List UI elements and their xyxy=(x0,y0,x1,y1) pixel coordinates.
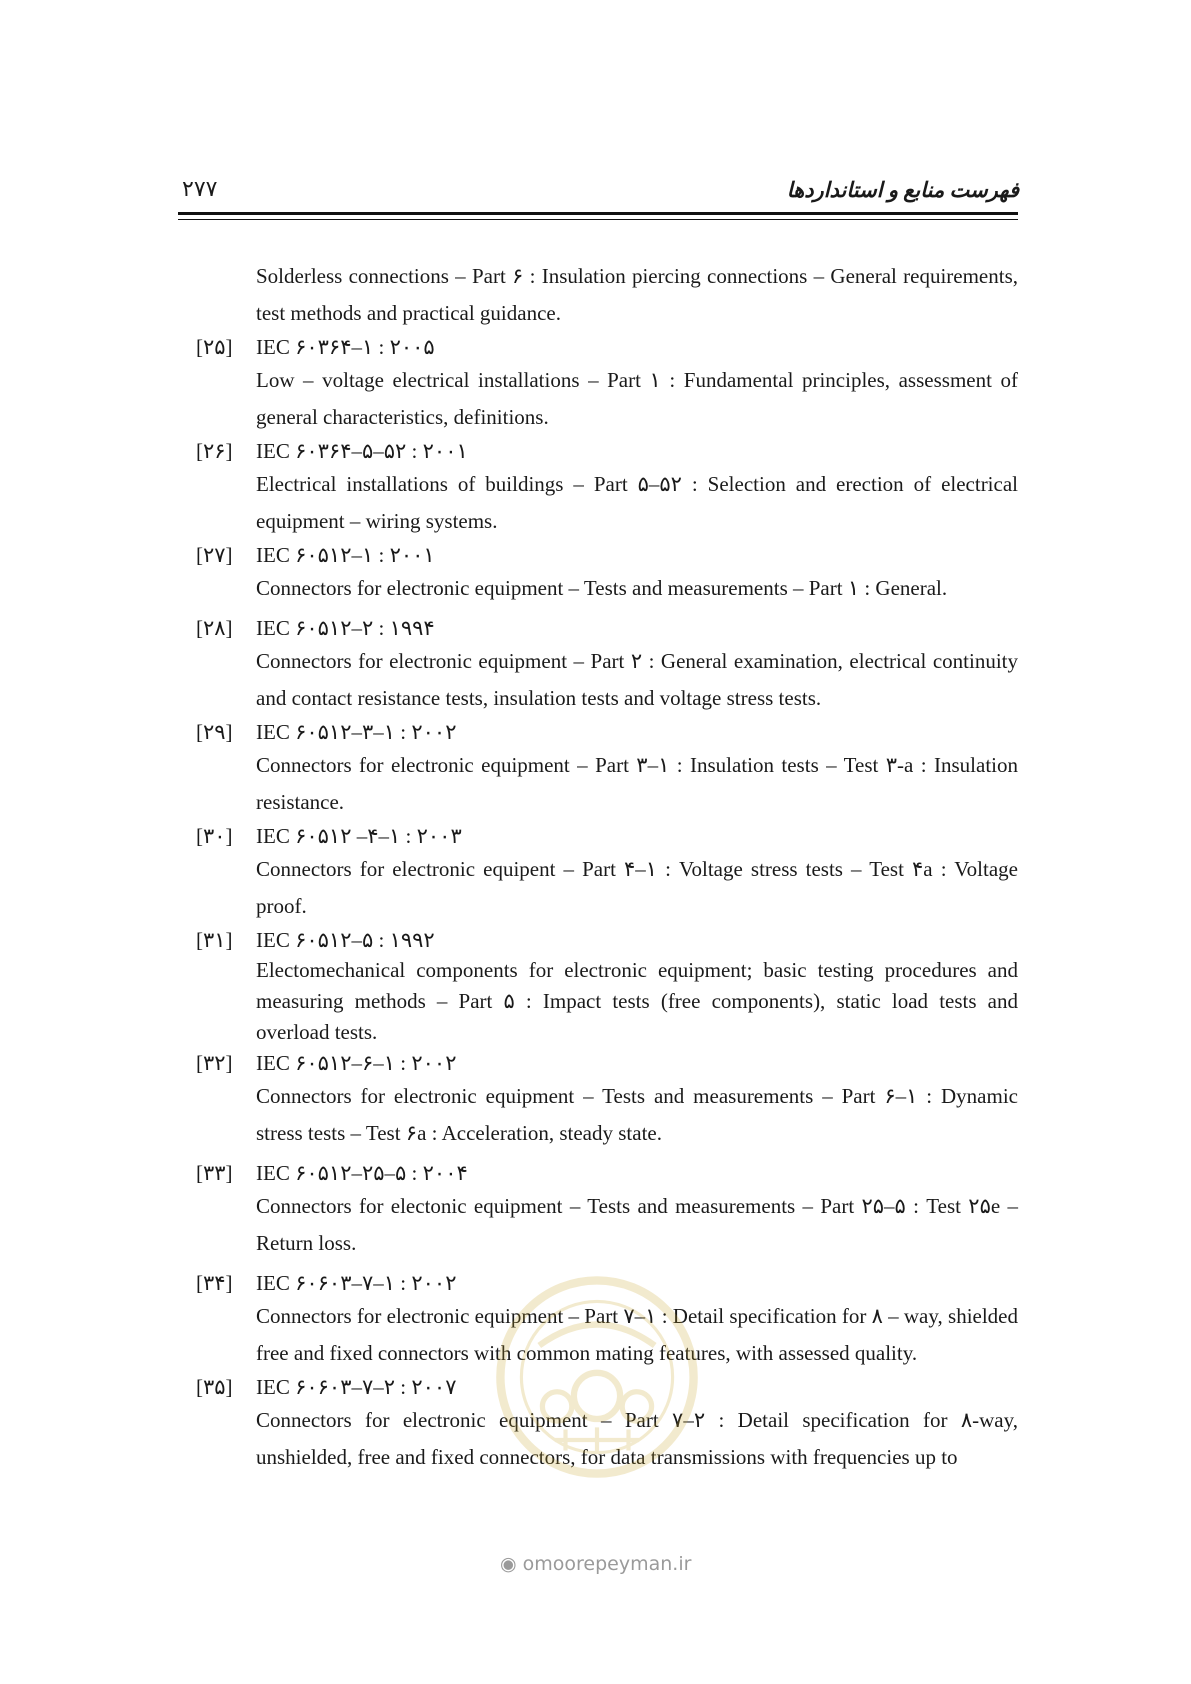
reference-number: [۲۶] xyxy=(196,439,233,463)
reference-description: Electomechanical components for electronic equipment; basic testing procedures and measuring methods – Part ۵ : Impact tests (free components), static load tests and overload tests. xyxy=(256,958,1018,1044)
reference-entry xyxy=(196,436,1018,540)
page-number: ۲۷۷ xyxy=(182,176,218,201)
reference-description: Connectors for electronic equipment – Tests and measurements – Part ۱ : General. xyxy=(256,576,948,600)
header-rule-thin xyxy=(178,219,1018,220)
reference-number: [۳۲] xyxy=(196,1051,233,1075)
reference-number: [۳۱] xyxy=(196,928,233,952)
reference-number: [۲۸] xyxy=(196,616,233,640)
reference-code: IEC ۶۰۵۱۲–۶–۱ : ۲۰۰۲ xyxy=(256,1051,457,1075)
reference-description: Connectors for electonic equipment – Tests and measurements – Part ۲۵–۵ : Test ۲۵e – Return loss. xyxy=(256,1194,1018,1255)
reference-code: IEC ۶۰۵۱۲–۲۵–۵ : ۲۰۰۴ xyxy=(256,1161,468,1185)
reference-number: [۲۹] xyxy=(196,720,233,744)
reference-code: IEC ۶۰۶۰۳–۷–۱ : ۲۰۰۲ xyxy=(256,1271,457,1295)
reference-entry xyxy=(196,540,1018,613)
watermark-url: ◉ omoorepeyman.ir xyxy=(500,1553,692,1575)
reference-code: IEC ۶۰۳۶۴–۵–۵۲ : ۲۰۰۱ xyxy=(256,439,468,463)
reference-number: [۳۳] xyxy=(196,1161,233,1185)
reference-entry xyxy=(196,821,1018,925)
reference-code: IEC ۶۰۵۱۲–۲ : ۱۹۹۴ xyxy=(256,616,435,640)
reference-number: [۳۰] xyxy=(196,824,233,848)
reference-code: IEC ۶۰۶۰۳–۷–۲ : ۲۰۰۷ xyxy=(256,1375,457,1399)
reference-code: IEC ۶۰۵۱۲–۱ : ۲۰۰۱ xyxy=(256,543,435,567)
reference-description: Connectors for electronic equipment – Part ۲ : General examination, electrical continuity and contact resistance tests, insulation tests and voltage stress tests. xyxy=(256,649,1018,710)
reference-code: IEC ۶۰۳۶۴–۱ : ۲۰۰۵ xyxy=(256,335,435,359)
reference-description: Electrical installations of buildings – Part ۵–۵۲ : Selection and erection of electrical equipment – wiring systems. xyxy=(256,472,1018,533)
reference-description: Low – voltage electrical installations – Part ۱ : Fundamental principles, assessment of general characteristics, definitions. xyxy=(256,368,1018,429)
reference-entry xyxy=(196,1048,1018,1158)
header-title: فهرست منابع و استانداردها xyxy=(786,178,1019,202)
reference-entry xyxy=(196,925,1018,1048)
reference-code: IEC ۶۰۵۱۲–۳–۱ : ۲۰۰۲ xyxy=(256,720,457,744)
reference-number: [۳۵] xyxy=(196,1375,233,1399)
reference-description: Connectors for electronic equipent – Part ۴–۱ : Voltage stress tests – Test ۴a : Voltage proof. xyxy=(256,857,1018,918)
watermark-logo-icon xyxy=(492,1272,702,1482)
intro-text: Solderless connections – Part ۶ : Insulation piercing connections – General requirements, test methods and practical guidance. xyxy=(256,264,1018,325)
reference-description: Connectors for electronic equipment – Tests and measurements – Part ۶–۱ : Dynamic stress tests – Test ۶a : Acceleration, steady state. xyxy=(256,1084,1018,1145)
reference-description: Connectors for electronic equipment – Part ۷–۱ : Detail specification for ۸ – way, shielded free and fixed connectors with common mating features, with assessed quality. xyxy=(256,1304,1018,1365)
reference-code: IEC ۶۰۵۱۲–۵ : ۱۹۹۲ xyxy=(256,928,435,952)
reference-code: IEC ۶۰۵۱۲ –۴–۱ : ۲۰۰۳ xyxy=(256,824,462,848)
header-rule-thick xyxy=(178,212,1018,215)
reference-entry xyxy=(196,1158,1018,1268)
reference-number: [۲۵] xyxy=(196,335,233,359)
reference-entry xyxy=(196,717,1018,821)
reference-number: [۲۷] xyxy=(196,543,233,567)
reference-entry xyxy=(196,613,1018,717)
reference-number: [۳۴] xyxy=(196,1271,233,1295)
reference-description: Connectors for electronic equipment – Part ۳–۱ : Insulation tests – Test ۳-a : Insulation resistance. xyxy=(256,753,1018,814)
reference-description: Connectors for electronic equipment – Part ۷–۲ : Detail specification for ۸-way, unshielded, free and fixed connectors, for data transmissions with frequencies up to xyxy=(256,1408,1018,1469)
reference-entry xyxy=(196,332,1018,436)
